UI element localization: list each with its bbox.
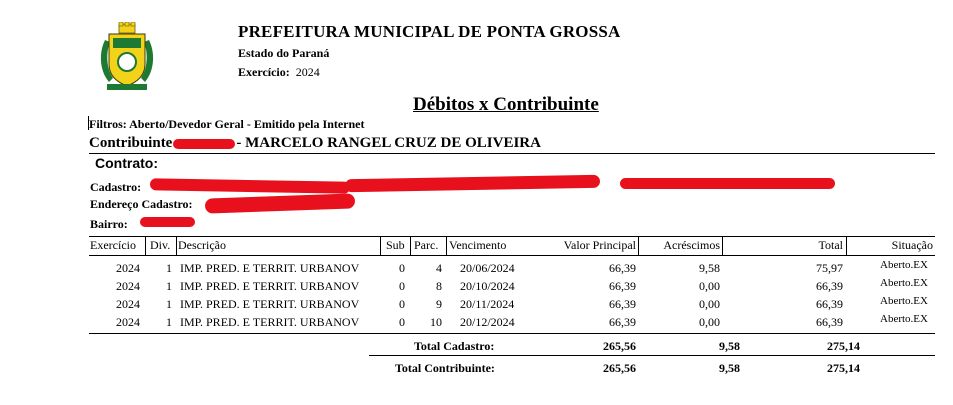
cadastro-label: Cadastro: bbox=[90, 180, 142, 194]
column-divider bbox=[176, 236, 177, 255]
total-cadastro-label: Total Cadastro: bbox=[414, 339, 495, 353]
cell-descricao: IMP. PRED. E TERRIT. URBANOV bbox=[180, 279, 360, 293]
total-contribuinte-total: 275,14 bbox=[827, 361, 860, 375]
cell-div: 1 bbox=[166, 315, 172, 329]
endereco-label: Endereço Cadastro: bbox=[90, 197, 193, 211]
cell-div: 1 bbox=[166, 297, 172, 311]
cell-acrescimos: 0,00 bbox=[699, 297, 720, 311]
crest-ribbon bbox=[107, 84, 147, 90]
table-header-bottom-rule bbox=[89, 255, 935, 256]
report-title: Débitos x Contribuinte bbox=[413, 94, 599, 115]
col-total: Total bbox=[818, 238, 843, 252]
cell-sub: 0 bbox=[399, 315, 405, 329]
column-divider bbox=[638, 236, 639, 255]
cell-sub: 0 bbox=[399, 261, 405, 275]
cell-descricao: IMP. PRED. E TERRIT. URBANOV bbox=[180, 315, 360, 329]
cell-vencimento: 20/11/2024 bbox=[460, 297, 515, 311]
col-acrescimos: Acréscimos bbox=[663, 238, 720, 252]
column-divider bbox=[846, 236, 847, 255]
exercise-line bbox=[238, 65, 320, 80]
cell-exercicio: 2024 bbox=[116, 261, 140, 275]
municipal-crest-icon bbox=[97, 22, 157, 92]
totals-rule bbox=[369, 355, 935, 356]
cell-exercicio: 2024 bbox=[116, 279, 140, 293]
crest-band bbox=[113, 38, 141, 48]
cell-situacao: Aberto.EX bbox=[880, 277, 928, 289]
exercise-label: Exercício: bbox=[238, 65, 290, 79]
total-contribuinte-label: Total Contribuinte: bbox=[395, 361, 495, 375]
contributor-label: Contribuinte bbox=[89, 135, 173, 151]
cell-exercicio: 2024 bbox=[116, 297, 140, 311]
cell-valor: 66,39 bbox=[609, 315, 636, 329]
total-cadastro-total: 275,14 bbox=[827, 339, 860, 353]
cell-div: 1 bbox=[166, 261, 172, 275]
cell-exercicio: 2024 bbox=[116, 315, 140, 329]
contract-heading: Contrato: bbox=[95, 155, 158, 171]
column-divider bbox=[410, 236, 411, 255]
totals-rule bbox=[89, 333, 935, 334]
cell-sub: 0 bbox=[399, 279, 405, 293]
cell-valor: 66,39 bbox=[609, 261, 636, 275]
cell-descricao: IMP. PRED. E TERRIT. URBANOV bbox=[180, 297, 360, 311]
cell-acrescimos: 0,00 bbox=[699, 315, 720, 329]
cell-div: 1 bbox=[166, 279, 172, 293]
cell-situacao: Aberto.EX bbox=[880, 259, 928, 271]
cell-valor: 66,39 bbox=[609, 279, 636, 293]
cell-acrescimos: 0,00 bbox=[699, 279, 720, 293]
cell-situacao: Aberto.EX bbox=[880, 313, 928, 325]
redaction-mark bbox=[620, 178, 835, 189]
redaction-mark bbox=[173, 139, 235, 149]
crest-emblem bbox=[118, 53, 136, 71]
col-parc: Parc. bbox=[414, 238, 439, 252]
municipality-title: PREFEITURA MUNICIPAL DE PONTA GROSSA bbox=[238, 22, 621, 41]
cell-parc: 9 bbox=[436, 297, 442, 311]
crest-crown bbox=[119, 22, 135, 33]
cell-descricao: IMP. PRED. E TERRIT. URBANOV bbox=[180, 261, 360, 275]
col-sub: Sub bbox=[386, 238, 405, 252]
total-cadastro-valor: 265,56 bbox=[603, 339, 636, 353]
filters-line: Filtros: Aberto/Devedor Geral - Emitido pela Internet bbox=[89, 117, 365, 131]
contributor-name: - MARCELO RANGEL CRUZ DE OLIVEIRA bbox=[236, 135, 541, 151]
section-rule bbox=[89, 153, 935, 154]
redaction-mark bbox=[345, 175, 600, 192]
column-divider bbox=[380, 236, 381, 255]
cell-total: 66,39 bbox=[816, 315, 843, 329]
cell-acrescimos: 9,58 bbox=[699, 261, 720, 275]
contributor-line bbox=[89, 135, 541, 152]
state-label: Estado do Paraná bbox=[238, 46, 330, 60]
cell-sub: 0 bbox=[399, 297, 405, 311]
col-vencimento: Vencimento bbox=[449, 238, 507, 252]
cell-parc: 4 bbox=[436, 261, 442, 275]
cell-total: 66,39 bbox=[816, 279, 843, 293]
cell-valor: 66,39 bbox=[609, 297, 636, 311]
redaction-mark bbox=[150, 178, 350, 193]
total-cadastro-acrescimos: 9,58 bbox=[719, 339, 740, 353]
bairro-label: Bairro: bbox=[90, 217, 128, 231]
cell-situacao: Aberto.EX bbox=[880, 295, 928, 307]
exercise-year: 2024 bbox=[295, 65, 320, 79]
cell-total: 66,39 bbox=[816, 297, 843, 311]
redaction-mark bbox=[205, 193, 355, 213]
column-divider bbox=[446, 236, 447, 255]
col-descricao: Descrição bbox=[178, 238, 226, 252]
cell-vencimento: 20/12/2024 bbox=[460, 315, 515, 329]
total-contribuinte-valor: 265,56 bbox=[603, 361, 636, 375]
cell-parc: 10 bbox=[430, 315, 442, 329]
cell-vencimento: 20/06/2024 bbox=[460, 261, 515, 275]
col-situacao: Situação bbox=[891, 238, 933, 252]
table-header-rule bbox=[89, 236, 935, 237]
column-divider bbox=[145, 236, 146, 255]
cell-parc: 8 bbox=[436, 279, 442, 293]
col-div: Div. bbox=[150, 238, 171, 252]
cell-total: 75,97 bbox=[816, 261, 843, 275]
redaction-mark bbox=[140, 217, 195, 227]
column-divider bbox=[722, 236, 723, 255]
col-valor: Valor Principal bbox=[563, 238, 636, 252]
cell-vencimento: 20/10/2024 bbox=[460, 279, 515, 293]
col-exercicio: Exercício bbox=[90, 238, 136, 252]
total-contribuinte-acrescimos: 9,58 bbox=[719, 361, 740, 375]
